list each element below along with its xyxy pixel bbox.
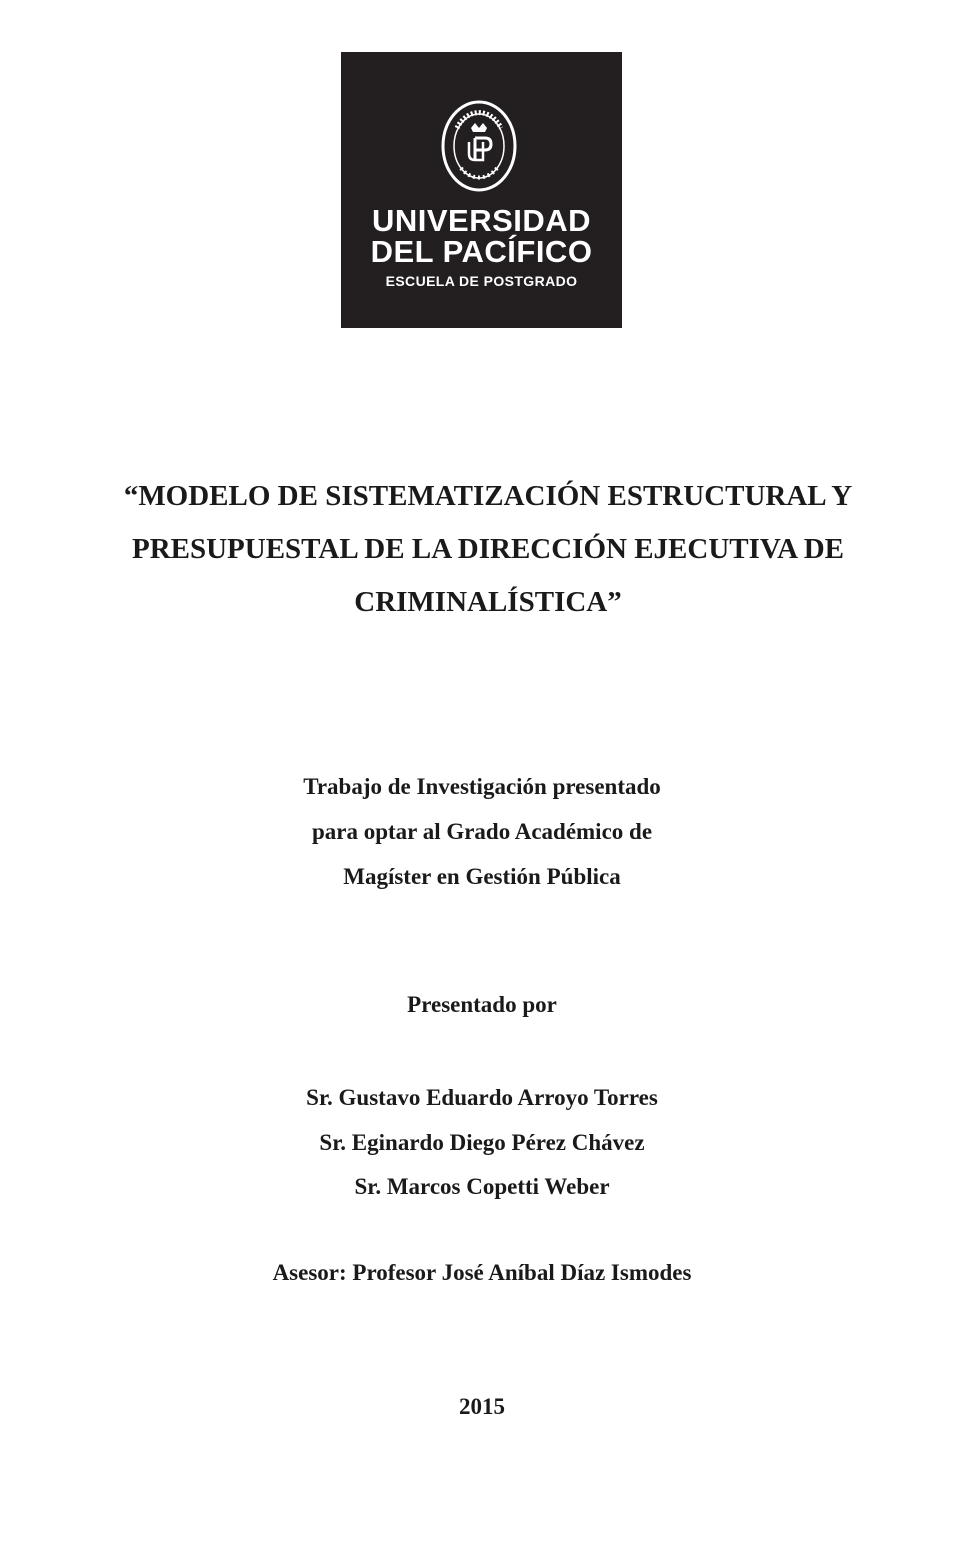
advisor-line: Asesor: Profesor José Aníbal Díaz Ismodes xyxy=(272,1260,692,1285)
degree-statement xyxy=(180,764,784,899)
author-name: Sr. Eginardo Diego Pérez Chávez xyxy=(319,1129,645,1155)
year: 2015 xyxy=(459,1394,505,1419)
thesis-title-line: PRESUPUESTAL DE LA DIRECCIÓN EJECUTIVA DE xyxy=(131,533,844,565)
thesis-title xyxy=(60,470,916,629)
degree-statement-line: Trabajo de Investigación presentado xyxy=(303,774,661,799)
presented-by-label: Presentado por xyxy=(407,992,557,1017)
logo-university-name-line1: UNIVERSIDAD xyxy=(371,203,592,238)
degree-statement-line: Magíster en Gestión Pública xyxy=(343,864,621,889)
author-name: Sr. Gustavo Eduardo Arroyo Torres xyxy=(306,1085,658,1110)
university-seal-icon xyxy=(439,98,519,194)
logo-university-name-line2: DEL PACÍFICO xyxy=(370,234,593,269)
thesis-title-line: CRIMINALÍSTICA” xyxy=(354,586,622,618)
thesis-title-line: “MODELO DE SISTEMATIZACIÓN ESTRUCTURAL Y xyxy=(123,480,853,512)
university-logo xyxy=(341,52,622,328)
author-name: Sr. Marcos Copetti Weber xyxy=(354,1174,610,1199)
degree-statement-line: para optar al Grado Académico de xyxy=(311,819,653,844)
logo-school-name: ESCUELA DE POSTGRADO xyxy=(385,273,578,289)
author-list xyxy=(180,1076,784,1210)
